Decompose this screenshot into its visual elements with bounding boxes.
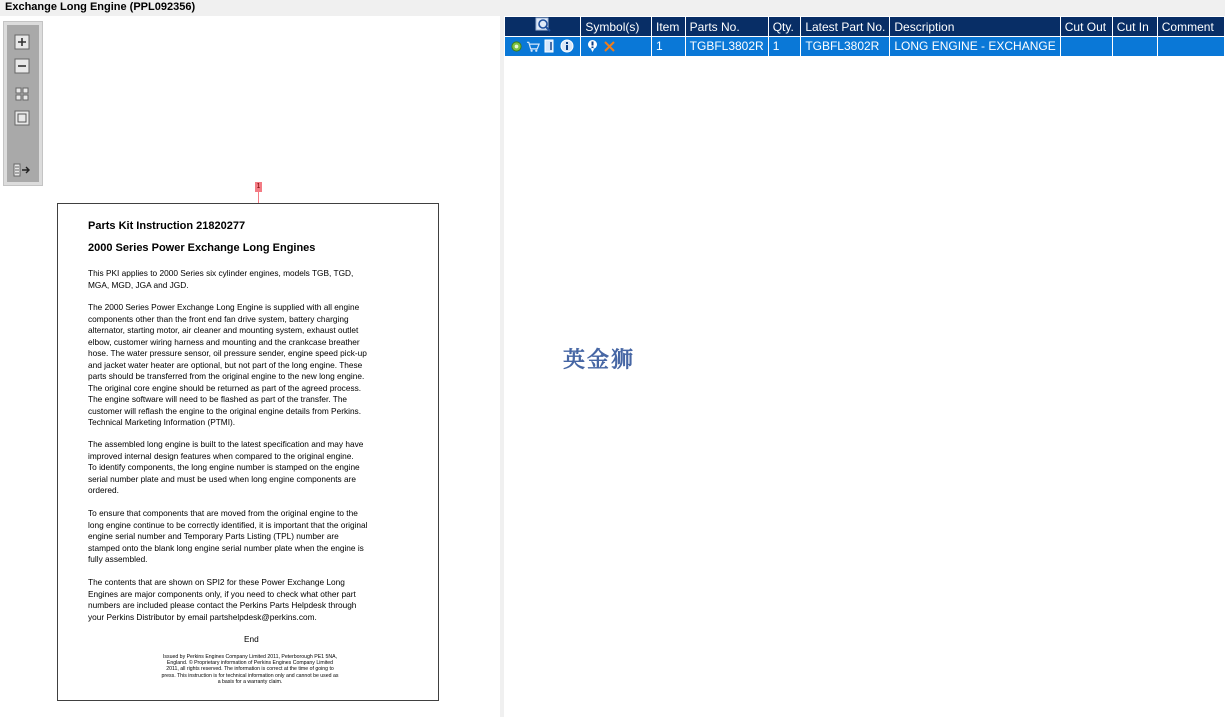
row-action-icons <box>505 37 581 56</box>
info-icon[interactable] <box>560 39 574 53</box>
table-header-row <box>505 17 1225 37</box>
column-header-tools[interactable] <box>505 17 581 37</box>
column-header-comment[interactable]: Comment <box>1157 17 1224 37</box>
document-title: Parts Kit Instruction 21820277 <box>88 220 246 232</box>
document-footer: Issued by Perkins Engines Company Limited 2011, Peterborough PE1 5NA, England. © Proprietary information of Perkins Engines Company Limited 2011, all rights reserved. The information is correct at the time of going to press. This instruction is for technical information only and cannot be used as a basis for a warranty claim. <box>161 654 339 685</box>
row-symbols <box>581 37 652 56</box>
parts-table <box>505 17 1225 56</box>
column-header-qty[interactable]: Qty. <box>768 17 801 37</box>
column-header-cut-in[interactable]: Cut In <box>1112 17 1157 37</box>
window-titlebar <box>0 0 1225 16</box>
document-para-3: The assembled long engine is built to the latest specification and may have improved internal design features when compared to the original engine. To identify components, the long engine number is stamped on the engine serial number plate and must be used when long engine components are ordered. <box>88 439 364 495</box>
watermark-text: 英金狮 <box>563 348 636 373</box>
column-header-latest-part-no[interactable]: Latest Part No. <box>801 17 890 37</box>
zoom-in-button[interactable] <box>13 33 31 51</box>
document-para-1: This PKI applies to 2000 Series six cylinder engines, models TGB, TGD, MGA, MGD, JGA and JGD. <box>88 268 354 290</box>
drawing-toolbox <box>3 21 43 186</box>
cell-cut-in <box>1112 37 1157 56</box>
table-row[interactable] <box>505 37 1225 56</box>
column-header-symbols[interactable]: Symbol(s) <box>581 17 652 37</box>
instruction-document <box>57 203 439 701</box>
warning-bulb-icon[interactable] <box>585 39 599 53</box>
search-parts-icon <box>535 17 551 33</box>
fit-page-button[interactable] <box>13 85 31 103</box>
expand-panel-icon <box>13 162 31 178</box>
delete-cross-icon[interactable] <box>602 39 616 53</box>
column-header-description[interactable]: Description <box>890 17 1060 37</box>
expand-panel-button[interactable] <box>13 161 31 179</box>
document-para-5: The contents that are shown on SPI2 for these Power Exchange Long Engines are major components only, if you need to check what other part numbers are included please contact the Perkins Parts Helpdesk through your Perkins Distributor by email partshelpdesk@perkins.com. <box>88 577 357 622</box>
document-end: End <box>244 634 259 644</box>
column-header-parts-no[interactable]: Parts No. <box>685 17 768 37</box>
callout-marker[interactable]: 1 <box>256 183 261 190</box>
cell-comment <box>1157 37 1224 56</box>
zoom-out-button[interactable] <box>13 57 31 75</box>
cell-latest-part-no: TGBFL3802R <box>801 37 890 56</box>
fit-page-icon <box>14 86 30 102</box>
cell-qty: 1 <box>768 37 801 56</box>
callout-leader-line <box>258 192 259 203</box>
cell-cut-out <box>1060 37 1112 56</box>
zoom-out-icon <box>14 58 30 74</box>
actual-size-button[interactable] <box>13 109 31 127</box>
document-link-icon[interactable] <box>543 39 557 53</box>
zoom-in-icon <box>14 34 30 50</box>
column-header-cut-out[interactable]: Cut Out <box>1060 17 1112 37</box>
document-para-4: To ensure that components that are moved from the original engine to the long engine continue to be correctly identified, it is important that the original engine serial number and Temporary Parts Listing (TPL) number are stamped onto the blank long engine serial number plate when the engine is fully assembled. <box>88 508 368 564</box>
actual-size-icon <box>14 110 30 126</box>
cell-description: LONG ENGINE - EXCHANGE <box>890 37 1060 56</box>
drawing-pane[interactable] <box>0 16 500 717</box>
shopping-cart-icon[interactable] <box>526 39 540 53</box>
cell-parts-no: TGBFL3802R <box>685 37 768 56</box>
document-subtitle: 2000 Series Power Exchange Long Engines <box>88 242 316 254</box>
document-para-2: The 2000 Series Power Exchange Long Engine is supplied with all engine components other than the front end fan drive system, battery charging alternator, starting motor, air cleaner and mounting system, exhaust outlet elbow, customer wiring harness and mounting and the crankcase breather hose. The water pressure sensor, oil pressure sender, engine speed pick-up and jacket water heater are optional, but not part of the long engine. These parts should be transferred from the original engine to the new long engine. The original core engine should be returned as part of the agreed process. The engine software will need to be flashed as part of the transfer. The customer will reflash the engine to the original engine details from Perkins. Technical Marketing Information (PTMI). <box>88 302 367 427</box>
cell-item: 1 <box>651 37 685 56</box>
settings-gear-icon[interactable] <box>509 39 523 53</box>
window-title: Exchange Long Engine (PPL092356) <box>5 1 196 13</box>
column-header-item[interactable]: Item <box>651 17 685 37</box>
parts-list-pane <box>504 16 1225 717</box>
